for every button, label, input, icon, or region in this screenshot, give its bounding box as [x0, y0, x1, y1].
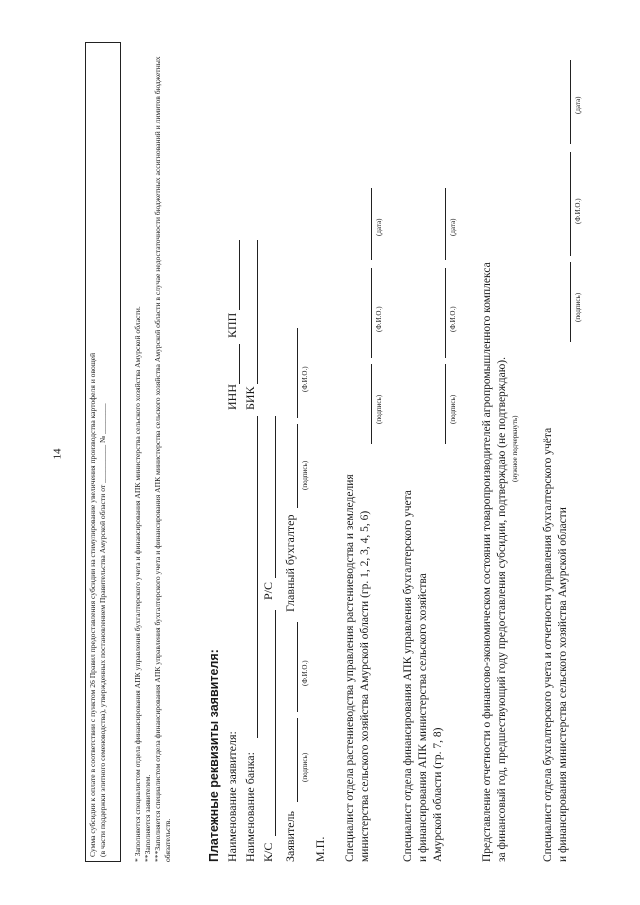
applicant-fio-line: [297, 622, 298, 712]
footnote-1: * Заполняется специалистом отдела финансирования АПК управления бухгалтерского учета и финансирования АПК министерства сельского хозяйства Амурской области.: [133, 306, 142, 862]
specialist-crop-line-1: Специалист отдела растениеводства управления растениеводства и земледелия: [344, 474, 356, 862]
finance-signature-caption: (подпись): [449, 394, 457, 424]
chief-signature-line: [297, 424, 298, 508]
applicant-label: Заявитель: [283, 811, 297, 862]
ks-label: К/С: [261, 842, 275, 862]
specialist-finance-line-2: и финансирования АПК министерства сельского хозяйства: [417, 573, 429, 862]
bik-line: [257, 240, 258, 384]
crop-fio-line: [371, 268, 372, 358]
footnote-2: **Заполняется заявителем.: [143, 774, 152, 862]
bik-label: БИК: [243, 386, 257, 410]
reporting-line-1: Представление отчетности о финансово-экономическом состоянии товаропроизводителей агропромышленного комплекса: [481, 262, 493, 862]
chief-accountant-label: Главный бухгалтер: [283, 514, 297, 612]
subsidy-sum-box: [85, 42, 121, 862]
specialist-finance-line-1: Специалист отдела финансирования АПК управления бухгалтерского учета: [402, 490, 414, 862]
accounting-date-line: [570, 60, 571, 144]
specialist-crop-line-2: министерства сельского хозяйства Амурской области (гр. 1, 2, 3, 4, 5, 6): [359, 510, 371, 862]
finance-signature-line: [445, 364, 446, 444]
reporting-underline-note: (нужное подчеркнуть): [511, 415, 519, 482]
chief-signature-caption: (подпись): [301, 460, 309, 490]
accounting-fio-line: [570, 152, 571, 256]
reporting-line-2: за финансовый год, предшествующий году предоставления субсидии, подтверждаю (не подтверждаю).: [496, 356, 508, 862]
subsidy-box-line-2: (в части поддержки элитного семеноводства), утвержденных постановлением Правительства Амурской области от __________ № ________: [98, 403, 107, 857]
applicant-signature-line: [297, 718, 298, 802]
chief-fio-line: [297, 328, 298, 418]
bank-name-label: Наименование банка:: [243, 752, 257, 862]
finance-date-line: [445, 188, 446, 260]
kpp-label: КПП: [225, 312, 239, 338]
specialist-finance-line-3: Амурской области (гр. 7, 8): [432, 727, 444, 862]
finance-date-caption: (дата): [449, 218, 457, 236]
rotated-form: [75, 42, 635, 862]
footnote-3: ***Заполняется специалистом отдела финансирования АПК управления бухгалтерского учета и финансирования АПК министерства сельского хозяйства Амурской области в случае недостаточности бюджетных ассигнований и лимитов бюджетных обязательств.: [153, 56, 172, 862]
crop-date-caption: (дата): [375, 218, 383, 236]
rs-line: [275, 416, 276, 578]
specialist-accounting-line-1: Специалист отдела бухгалтерского учета и отчетности управления бухгалтерского учёта: [542, 427, 554, 862]
crop-signature-caption: (подпись): [375, 394, 383, 424]
rs-label: Р/С: [261, 581, 275, 600]
crop-fio-caption: (Ф.И.О.): [375, 306, 383, 332]
crop-signature-line: [371, 364, 372, 444]
subsidy-box-line-1: Сумма субсидии к оплате в соответствии с пунктом 26 Правил предоставления субсидии на стимулирование увеличения производства картофеля и овощей: [88, 352, 97, 857]
finance-fio-line: [445, 268, 446, 358]
inn-label: ИНН: [225, 384, 239, 410]
applicant-signature-caption: (подпись): [301, 752, 309, 782]
kpp-line: [239, 240, 240, 310]
finance-fio-caption: (Ф.И.О.): [449, 306, 457, 332]
inn-line: [239, 344, 240, 384]
accounting-signature-line: [570, 262, 571, 342]
bank-name-line: [257, 416, 258, 738]
applicant-fio-caption: (Ф.И.О.): [301, 660, 309, 686]
mp-label: М.П.: [313, 836, 327, 862]
page-number: 14: [51, 448, 64, 460]
crop-date-line: [371, 188, 372, 260]
chief-fio-caption: (Ф.И.О.): [301, 366, 309, 392]
ks-line: [275, 610, 276, 836]
payment-details-heading: Платежные реквизиты заявителя:: [207, 649, 221, 862]
applicant-name-label: Наименование заявителя:: [225, 731, 239, 862]
accounting-signature-caption: (подпись): [574, 292, 582, 322]
footnotes: [133, 42, 173, 862]
accounting-fio-caption: (Ф.И.О.): [574, 198, 582, 224]
accounting-date-caption: (дата): [574, 96, 582, 114]
specialist-accounting-line-2: и финансирования министерства сельского хозяйства Амурской области: [557, 507, 569, 862]
